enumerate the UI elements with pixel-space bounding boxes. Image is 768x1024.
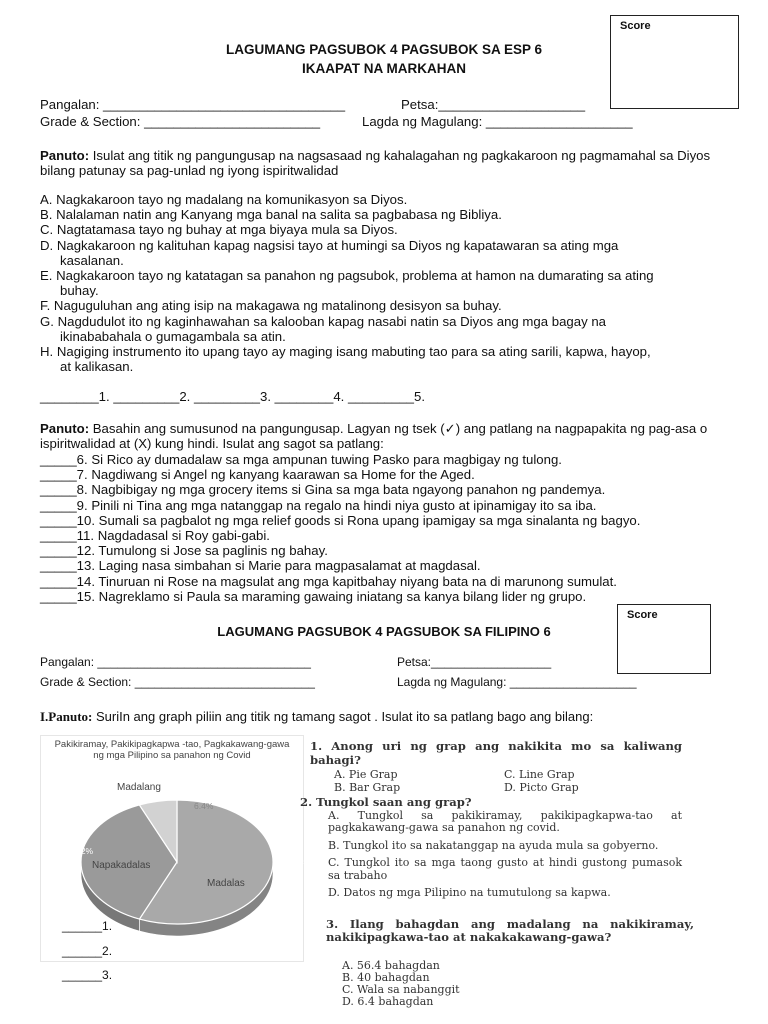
choice-list [40, 192, 654, 374]
option-c: C. Tungkol ito sa mga taong gusto at hindi gustong pumasok sa trabaho [328, 856, 682, 882]
list-item: _____13. Laging nasa simbahan si Marie para magpasalamat at magdasal. [40, 558, 481, 574]
choice-item: buhay. [60, 283, 99, 299]
slice-value-label: 56.4% [287, 857, 312, 867]
instructions-2 [40, 421, 740, 451]
list-item: _____14. Tinuruan ni Rose na magsulat ang mga kapitbahay niyang bata na di marunong sumulat. [40, 573, 617, 589]
instructions-text: SuriIn ang graph piliin ang titik ng tamang sagot . Isulat ito sa patlang bago ang bilang: [92, 709, 594, 724]
option-d: D. Picto Grap [504, 781, 579, 794]
option-d: D. 6.4 bahagdan [342, 995, 434, 1008]
choice-item: H. Nagiging instrumento ito upang tayo ay maging isang mabuting tao para sa ating sarili, kapwa, hayop, [40, 344, 651, 360]
date-field[interactable]: Petsa:__________________ [397, 655, 552, 669]
question-3-options [342, 960, 460, 1008]
answer-blanks[interactable]: ________1. _________2. _________3. ________4. _________5. [40, 389, 426, 404]
option-d: D. Datos ng mga Pilipino na tumutulong sa kapwa. [328, 886, 611, 900]
choice-item: A. Nagkakaroon tayo ng madalang na komunikasyon sa Diyos. [40, 192, 408, 207]
item-list [40, 452, 640, 604]
choice-item: F. Naguguluhan ang ating isip na makagawa ng matalinong desisyon sa buhay. [40, 298, 502, 314]
question-2-options [328, 810, 682, 899]
choice-item: kasalanan. [60, 252, 124, 268]
option-b: B. Tungkol ito sa nakatanggap na ayuda mula sa gobyerno. [328, 838, 659, 852]
list-item: _____11. Nagdadasal si Roy gabi-gabi. [40, 528, 270, 544]
choice-item: at kalikasan. [60, 359, 134, 375]
option-a: A. 56.4 bahagdan [342, 959, 440, 972]
parent-signature-field[interactable]: Lagda ng Magulang: ___________________ [397, 675, 637, 689]
slice-category-label: Madalang [117, 782, 161, 793]
instructions-3 [40, 709, 593, 725]
option-c: C. Wala sa nabanggit [342, 983, 460, 996]
slice-category-label: Madalas [207, 878, 245, 889]
score-label: Score [620, 20, 651, 32]
grade-section-field[interactable]: Grade & Section: ___________________________ [40, 675, 315, 689]
option-c: C. Line Grap [504, 768, 575, 781]
instructions-text: Basahin ang sumusunod na pangungusap. Lagyan ng tsek (✓) ang patlang na nagpapakita ng pag-asa o ispiritwalidad at (X) kung hindi. Isulat ang sagot sa patlang: [40, 421, 708, 452]
answer-blank-2[interactable]: ______2. [62, 944, 113, 958]
score-label: Score [627, 609, 658, 621]
date-field[interactable]: Petsa:____________________ [401, 97, 586, 112]
grade-section-field[interactable]: Grade & Section: ________________________ [40, 114, 321, 129]
slice-category-label: Napakadalas [92, 860, 151, 871]
instructions-label: Panuto: [40, 421, 90, 436]
answer-blank-1[interactable]: ______1. [62, 919, 113, 933]
list-item: _____7. Nagdiwang si Angel ng kanyang kaarawan sa Home for the Aged. [40, 467, 475, 483]
choice-item: ikinababahala o gumagambala sa atin. [60, 328, 286, 344]
test-title: LAGUMANG PAGSUBOK 4 PAGSUBOK SA ESP 6 [225, 42, 543, 57]
instructions-label: I.Panuto: [40, 709, 93, 724]
name-field[interactable]: Pangalan: ________________________________ [40, 655, 311, 669]
choice-item: E. Nagkakaroon tayo ng katatagan sa panahon ng pagsubok, problema at hamon na dumarating sa ating [40, 268, 654, 284]
question-2: 2. Tungkol saan ang grap? [300, 795, 472, 809]
slice-value-label: 6.4% [194, 801, 214, 811]
choice-item: D. Nagkakaroon ng kalituhan kapag nagsisi tayo at humingi sa Diyos ng kapatawaran sa ating mga [40, 237, 619, 253]
list-item: _____10. Sumali sa pagbalot ng mga relief goods si Rona upang ipamigay sa mga sinalanta ng bagyo. [40, 512, 641, 528]
option-b: B. Bar Grap [334, 781, 401, 794]
instructions-1 [40, 148, 740, 178]
slice-value-label: 37.2% [69, 846, 94, 856]
parent-signature-field[interactable]: Lagda ng Magulang: ____________________ [362, 114, 633, 129]
choice-item: G. Nagdudulot ito ng kaginhawahan sa kalooban kapag nasabi natin sa Diyos ang mga bagay na [40, 313, 606, 329]
test-subtitle: IKAAPAT NA MARKAHAN [302, 61, 466, 76]
list-item: _____6. Si Rico ay dumadalaw sa mga ampunan tuwing Pasko para magbigay ng tulong. [40, 452, 562, 467]
question-1-options [334, 768, 654, 794]
list-item: _____8. Nagbibigay ng mga grocery items si Gina sa mga bata ngayong panahon ng pandemya. [40, 482, 606, 498]
test-title-2: LAGUMANG PAGSUBOK 4 PAGSUBOK SA FILIPINO 6 [217, 624, 551, 639]
answer-blank-3[interactable]: ______3. [62, 968, 113, 982]
option-a: A. Tungkol sa pakikiramay, pakikipagkapwa-tao at pagkakawang-gawa sa panahon ng covid. [328, 809, 682, 835]
choice-item: B. Nalalaman natin ang Kanyang mga banal na salita sa pagbabasa ng Bibliya. [40, 207, 502, 223]
question-3: 3. Ilang bahagdan ang madalang na nakikiramay, nakikipagkawa-tao at nakakakawang-gawa? [326, 917, 694, 944]
list-item: _____12. Tumulong si Jose sa paglinis ng bahay. [40, 543, 328, 559]
choice-item: C. Nagtatamasa tayo ng buhay at mga biyaya mula sa Diyos. [40, 222, 398, 238]
instructions-label: Panuto: [40, 148, 90, 163]
chart-title: Pakikiramay, Pakikipagkapwa -tao, Pagkakawang-gawa ng mga Pilipino sa panahon ng Covid [54, 739, 290, 761]
list-item: _____9. Pinili ni Tina ang mga natanggap na regalo na hindi niya gusto at ipinamigay ito sa iba. [40, 497, 597, 513]
score-box-2[interactable] [617, 604, 711, 674]
question-1: 1. Anong uri ng grap ang nakikita mo sa kaliwang bahagi? [310, 739, 682, 767]
list-item: _____15. Nagreklamo si Paula sa maraming gawaing iniatang sa kanya bilang lider ng grupo. [40, 588, 587, 604]
instructions-text: Isulat ang titik ng pangungusap na nagsasaad ng kahalagahan ng pagkakaroon ng pagmamahal sa Diyos bilang patunay sa pag-unlad ng iyong ispiritwalidad [40, 148, 711, 179]
option-a: A. Pie Grap [334, 768, 398, 781]
name-field[interactable]: Pangalan: _________________________________ [40, 97, 346, 112]
option-b: B. 40 bahagdan [342, 971, 430, 984]
